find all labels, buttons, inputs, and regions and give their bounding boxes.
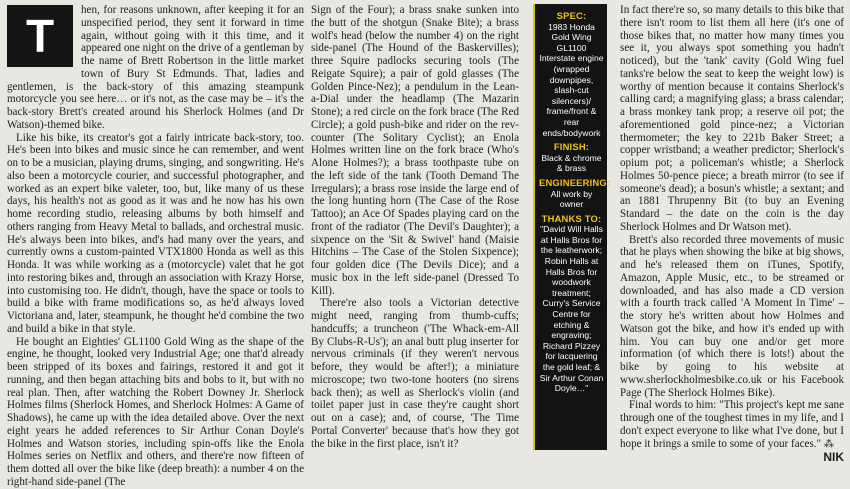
paragraph: Like his bike, its creator's got a fairly intricate back-story, too. He's been into bikes and music since he can remember, and went on to be a musician, playing drums, singing, and songwriting. He's also been a motorcycle courier, and successful photographer, and worked as an expert bike valeter, too, but, like many of us these days, his health's not as good as it was and he now has his own home recording studio, releasing albums by both himself and others ranging from Heavy Metal to ballads, and orchestral music. He's always been into bikes, and's had many over the years, and currently owns a custom-painted VTX1800 Honda as well as this Honda. It was while working as a (motorcycle) valet that he got into restoring bikes and, through an association with Krazy Horse, into customising too. He didn't, though, have the space or tools to build a bike with frame modifications so, as he'd always loved Victoriana and, later, steampunk, he thought he'd combine the two and build a bike in that style. [7, 131, 304, 335]
thanks-heading: THANKS TO: [541, 212, 602, 224]
paragraph: In fact there're so, so many details to this bike that there isn't room to list them all here (it's one of those bikes that, no matter how many times you see it, you always spot something you hadn't noticed), but the 'tank' cavity (Gold Wing fuel tanks're below the seat to keep the weight low) is worthy of mention because it contains Sherlock's calling card; a magnifying glass; a brass calendar; a brass monkey tank prop; a reserve oil pot; the aforementioned gold pince-nez; a Victorian thermometer; the key to 221b Baker Street; a copper wristband; a weather predictor; Sherlock's opium pot; a policeman's whistle; a Sherlock Holmes 50-pence piece; a breath mirror (to see if someone's dead); a bosun's whistle; a sextant; and an 1881 Thrupenny Bit (to buy an Evening Standard – the date on the coin is the day Sherlock Holmes and Dr Watson met). [620, 4, 844, 233]
drop-cap: T [7, 5, 73, 67]
spec-box [533, 4, 611, 450]
finish-heading: FINISH: [553, 141, 590, 153]
engineering-text: All work by owner [550, 188, 593, 210]
engineering-heading: ENGINEERING: [539, 176, 611, 188]
paragraph: There're also tools a Victorian detective might need, ranging from thumb-cuffs; handcuffs; a truncheon ('The Whack-em-All By Clubs-R-Us'); an anal butt plug inserter for nervous criminals (if they weren't nervous before, they would be after!); a miniature microscope; two two-tone hooters (no sirens back then); as well as Sherlock's violin (and toilet paper just in case they're caught short out on a case); and, of course, 'The Time Portal Converter' because that's how they got the bike in the first place, isn't it? [311, 297, 519, 450]
paragraph: Brett's also recorded three movements of music that he plays when showing the bike at big shows, and he's released them on iTunes, Spotify, Amazon, Apple Music, etc., to be streamed or downloaded, and has also made a CD version with a fourth track called 'A Moment In Time' – the story he's written about how Holmes and Watson got the bike, and how it's ended up with him. You can buy one and/or get more information (of which there is lots!) about the bike by going to his website at www.sherlockholmesbike.co.uk or his Facebook Page (The Sherlock Holmes Bike). [620, 233, 844, 399]
closing-quote: Final words to him: "This project's kept me sane through one of the toughest times in my life, and I don't expect everyone to like what I've done, but I hope it brings a smile to some of your faces." [620, 399, 844, 450]
article-column-1 [7, 4, 304, 489]
end-flourish-icon: ⁂ [823, 438, 834, 450]
article-column-4 [620, 4, 844, 464]
author-signoff: NIK [823, 450, 844, 465]
spec-text: 1983 Honda Gold Wing GL1100 Interstate engine (wrapped downpipes, slash-cut silencers)/ frame/front & rear ends/bodywork [539, 21, 604, 138]
thanks-text: "David Will Halls at Halls Bros for the leatherwork; Robin Halls at Halls Bros for woodwork treatment; Curry's Service Centre for etching & engraving; Richard Pizzey for lacquering the gold leaf; & Sir Arthur Conan Doyle…" [539, 224, 604, 394]
paragraph: He bought an Eighties' GL1100 Gold Wing as the shape of the engine, he thought, looked very Industrial Age; one that'd already been stripped of its boxes and fairings, restored it and got it running, and then began attaching bits and bobs to it, but with no real plan. Then, after watching the Robert Downey Jr. Sherlock Holmes films (Sherlock Homes, and Sherlock Holmes: A Game of Shadows), he came up with the idea detailed above. Over the next eight years he added references to Sir Arthur Conan Doyle's Holmes and Watson stories, including spin-offs like the Enola Holmes series on Netflix and others, and there're now fifteen of them dotted all over the bike like (deep breath): a number 4 on the right-hand side-panel (The [7, 335, 304, 488]
spec-heading: SPEC: [556, 10, 587, 21]
paragraph: hen, for reasons unknown, after keeping it for an unspecified period, they sent it forward in time again, without going with it this time, and it appeared one night on the drive of a gentleman by the name of Brett Robertson in the little market town of Bury St Edmunds. That, ladies and gentlemen, is the back-story of this amazing steampunk motorcycle you see here… or it's not, as the case may be – it's the back-story Brett's created around his Sherlock Holmes (and Dr Watson)-themed bike. [7, 4, 304, 131]
finish-text: Black & chrome & brass [541, 152, 602, 174]
article-column-2 [311, 4, 519, 450]
paragraph [620, 399, 844, 465]
paragraph: Sign of the Four); a brass snake sunken into the butt of the shotgun (Snake Bite); a brass wolf's head (below the number 4) on the right side-panel (The Hound of the Baskervilles); three Squire padlocks securing tools (The Reigate Squire); a pair of gold glasses (The Golden Pince-Nez); a pendulum in the Lean-a-Dial under the headlamp (The Mazarin Stone); a red circle on the fork brace (The Red Circle); a gold push-bike and rider on the rev-counter (The Solitary Cyclist); an Enola Holmes written line on the fork brace (Who's Alone Holmes?); a brass toothpaste tube on the left side of the tank (Tooth Demand The Irregulars); a brass rose inside the large end of the long hunting horn (The Case of the Rose Tattoo); an Ace Of Spades playing card on the front of the radiator (The Devil's Daughter); a sixpence on the 'Sit & Swivel' hand (Maisie Hitchins – The Case of the Stolen Sixpence); four golden dice (The Devils Dice); and a music box in the left side-panel (Dressed To Kill). [311, 4, 519, 297]
